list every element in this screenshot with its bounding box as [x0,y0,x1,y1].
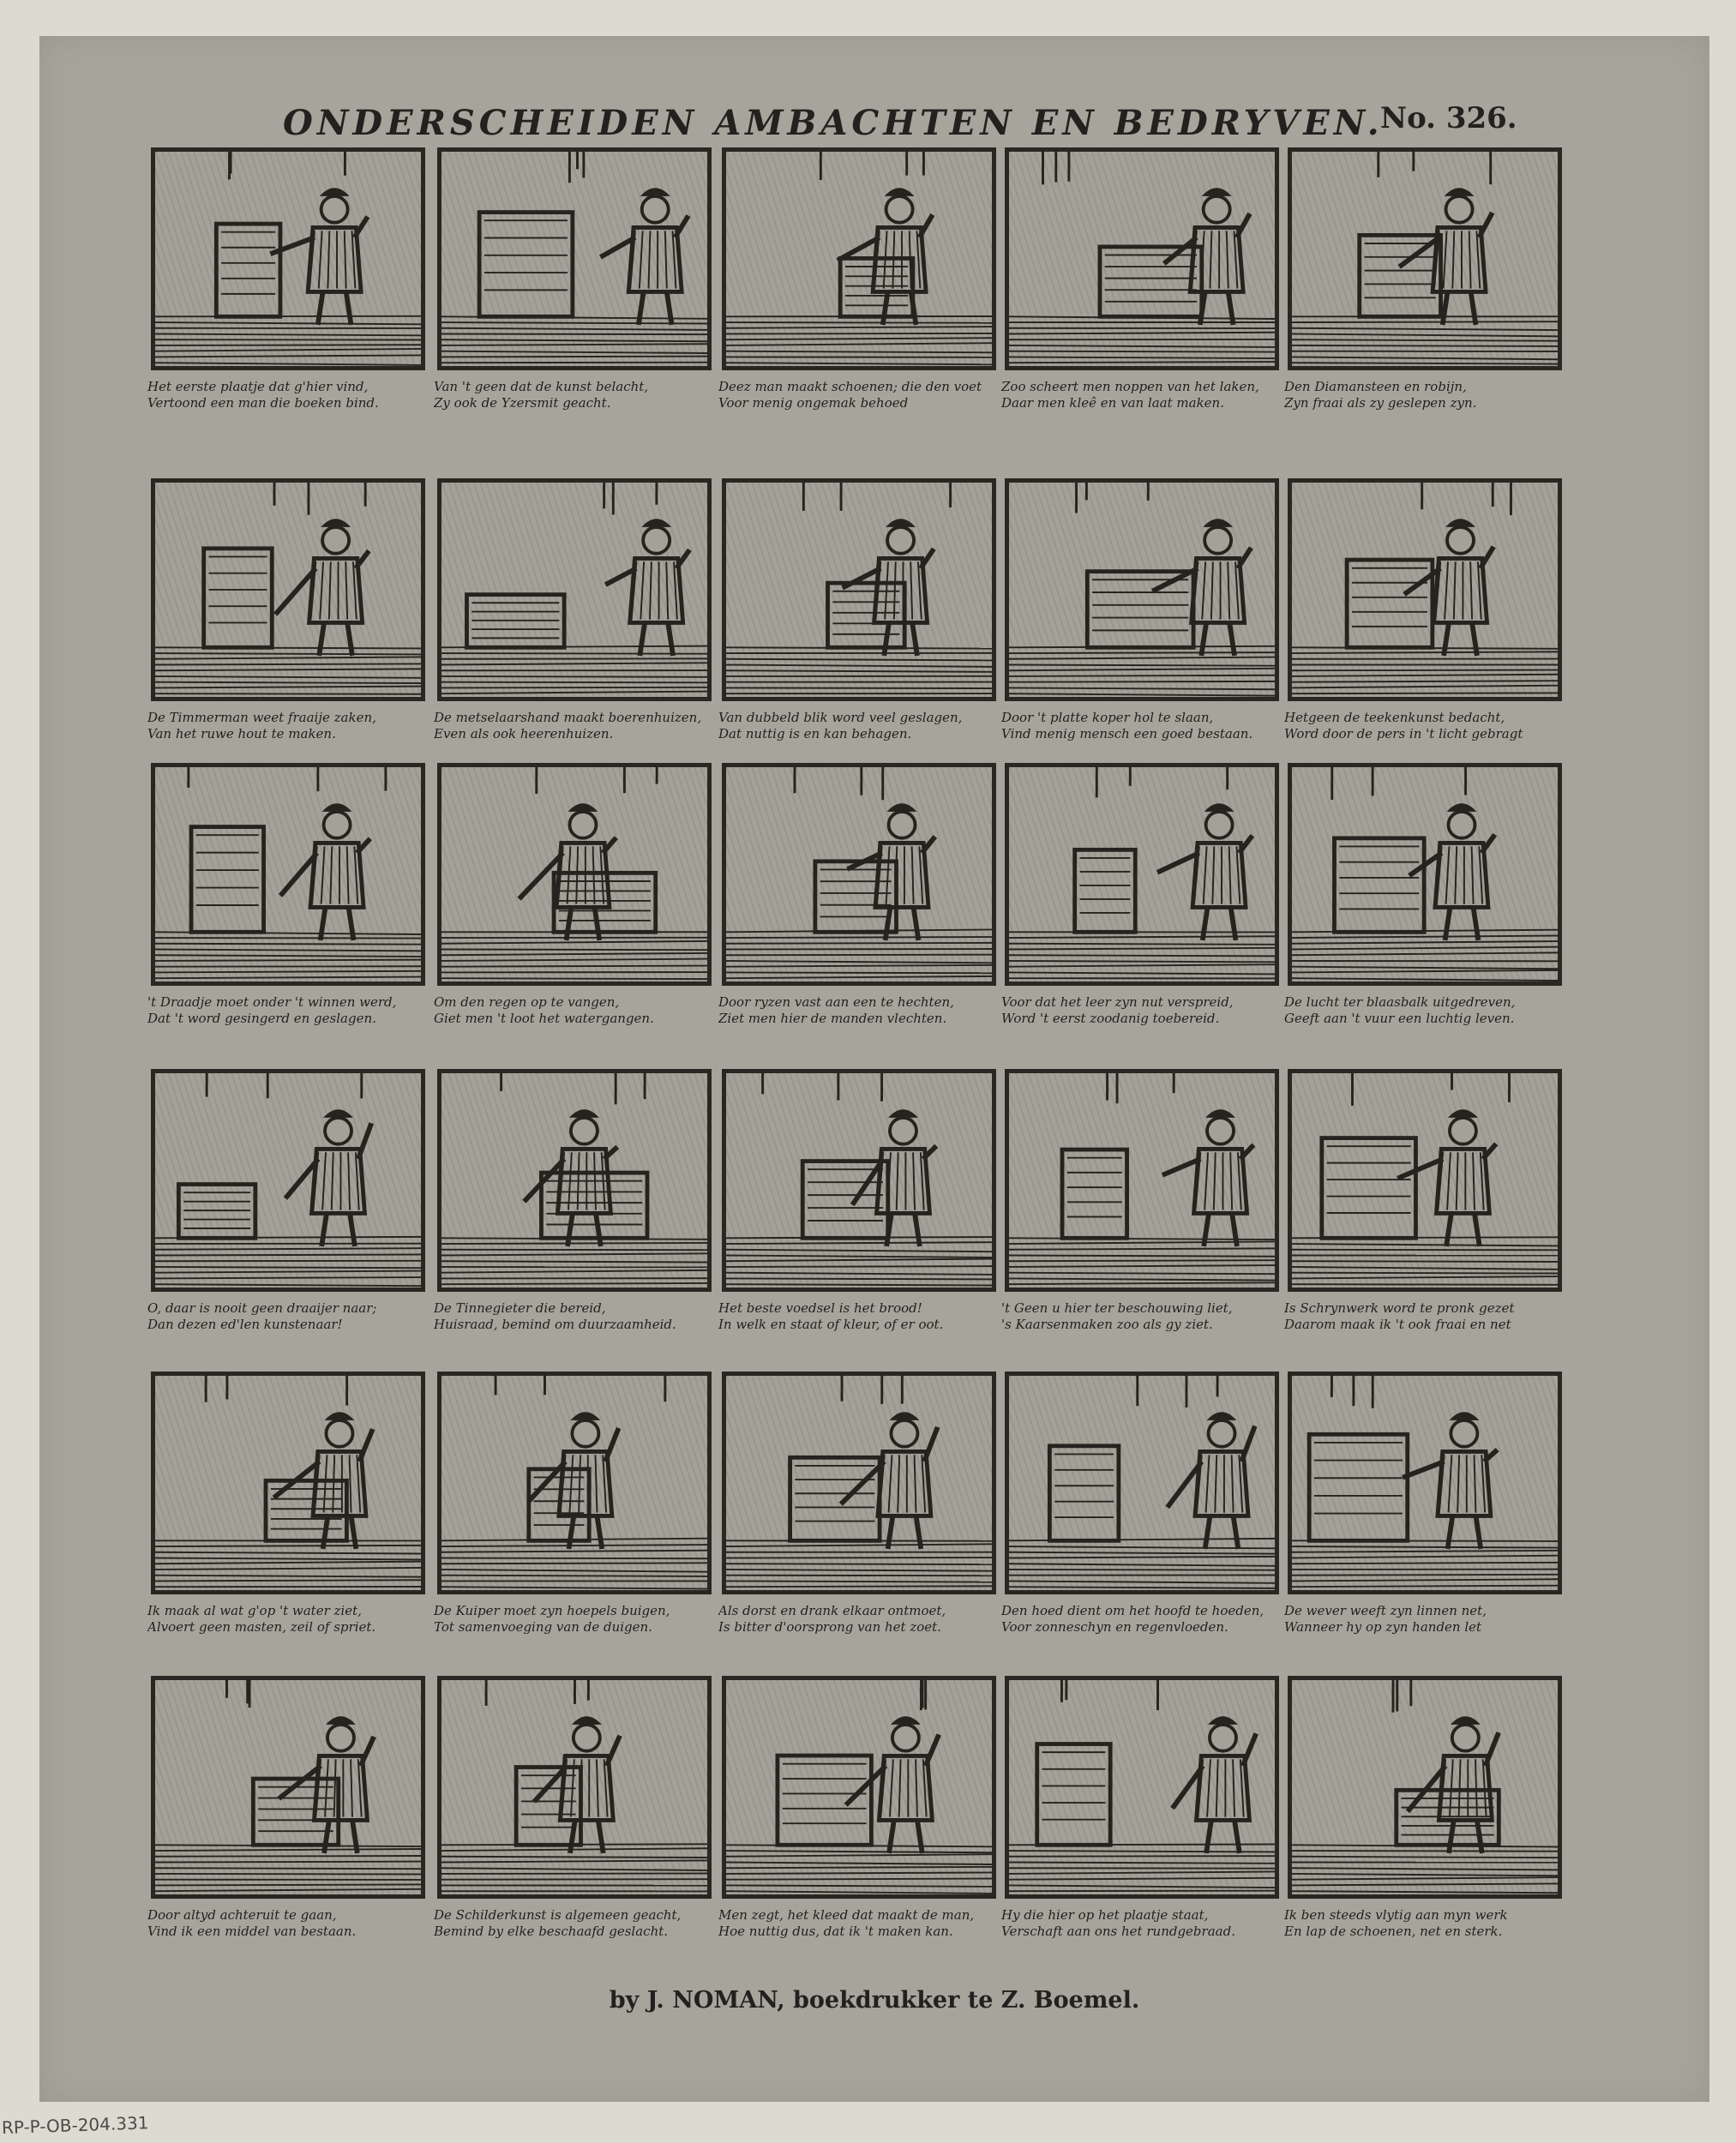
caption-blacksmith [434,379,717,411]
caption-coppersmith [1001,710,1284,742]
woodcut-shoemaker [722,147,996,370]
woodcut-bookbinder [151,147,425,370]
caption-tanner [1001,994,1284,1027]
caption-line: Dat 't word gesingerd en geslagen. [147,1011,376,1026]
cabinet-maker-illustration [1292,1073,1558,1288]
woodcut-turner [151,1069,425,1292]
caption-line: Van dubbeld blik word veel geslagen, [718,710,963,725]
candle-maker-illustration [1009,1073,1275,1288]
diamond-cutter-illustration [1292,152,1558,366]
caption-line: Van het ruwe hout te maken. [147,726,336,741]
shoemaker-illustration [726,152,992,366]
woodcut-weaver [1288,1372,1562,1594]
woodcut-gutter-maker [437,763,712,986]
caption-line: 't Draadje moet onder 't winnen werd, [147,994,397,1010]
caption-line: Vind ik een middel van bestaan. [147,1924,357,1939]
caption-painter [434,1907,717,1940]
caption-line: Verschaft aan ons het rundgebraad. [1001,1924,1235,1939]
caption-bellows-maker [1284,994,1567,1027]
woodcut-tanner [1005,763,1279,986]
caption-line: Huisraad, bemind om duurzaamheid. [434,1317,676,1332]
printer-illustration [1292,483,1558,697]
rope-maker-illustration [155,1680,421,1894]
caption-line: Den Diamansteen en robijn, [1284,379,1467,394]
caption-line: De Timmerman weet fraaije zaken, [147,710,376,725]
caption-line: Om den regen op te vangen, [434,994,620,1010]
woodcut-mason [437,478,712,701]
woodcut-basket-maker [722,763,996,986]
woodcut-cobbler [1288,1676,1562,1899]
caption-pewterer [434,1300,717,1333]
caption-line: Zy ook de Yzersmit geacht. [434,395,611,411]
caption-line: Alvoert geen masten, zeil of spriet. [147,1619,376,1635]
caption-line: 't Geen u hier ter beschouwing liet, [1001,1300,1233,1316]
caption-brewer [718,1603,1001,1636]
caption-line: Als dorst en drank elkaar ontmoet, [718,1603,946,1618]
cloth-shearer-illustration [1009,152,1275,366]
woodcut-printer [1288,478,1562,701]
caption-line: Het beste voedsel is het brood! [718,1300,922,1316]
caption-line: Bemind by elke beschaafd geslacht. [434,1924,669,1939]
cobbler-illustration [1292,1680,1558,1894]
caption-line: Den hoed dient om het hoofd te hoeden, [1001,1603,1264,1618]
woodcut-diamond-cutter [1288,147,1562,370]
woodcut-tailor [722,1676,996,1899]
caption-line: In welk en staat of kleur, of er oot. [718,1317,944,1332]
caption-tinsmith [718,710,1001,742]
caption-line: De wever weeft zyn linnen net, [1284,1603,1487,1618]
woodcut-candle-maker [1005,1069,1279,1292]
caption-candle-maker [1001,1300,1284,1333]
caption-cobbler [1284,1907,1567,1940]
caption-hatter [1001,1603,1284,1636]
caption-line: Is bitter d'oorsprong van het zoet. [718,1619,941,1635]
caption-line: De Tinnegieter die bereid, [434,1300,606,1316]
caption-line: De metselaarshand maakt boerenhuizen, [434,710,702,725]
woodcut-carpenter [151,478,425,701]
pewterer-illustration [442,1073,707,1288]
caption-line: En lap de schoenen, net en sterk. [1284,1924,1503,1939]
caption-weaver [1284,1603,1567,1636]
caption-line: Tot samenvoeging van de duigen. [434,1619,652,1635]
baker-illustration [726,1073,992,1288]
caption-line: Vind menig mensch een goed bestaan. [1001,726,1253,741]
woodcut-cabinet-maker [1288,1069,1562,1292]
caption-line: Voor zonneschyn en regenvloeden. [1001,1619,1228,1635]
shipwright-illustration [155,1376,421,1590]
wire-drawer-illustration [155,767,421,981]
blacksmith-illustration [442,152,707,366]
caption-line: Is Schrynwerk word te pronk gezet [1284,1300,1515,1316]
caption-line: Van 't geen dat de kunst belacht, [434,379,649,394]
caption-line: Vertoond een man die boeken bind. [147,395,379,411]
woodcut-blacksmith [437,147,712,370]
caption-gutter-maker [434,994,717,1027]
mason-illustration [442,483,707,697]
caption-line: Zoo scheert men noppen van het laken, [1001,379,1259,394]
caption-line: O, daar is nooit geen draaijer naar; [147,1300,377,1316]
woodcut-wire-drawer [151,763,425,986]
caption-line: Door 't platte koper hol te slaan, [1001,710,1214,725]
caption-basket-maker [718,994,1001,1027]
caption-line: De Schilderkunst is algemeen geacht, [434,1907,682,1923]
butcher-illustration [1009,1680,1275,1894]
hatter-illustration [1009,1376,1275,1590]
caption-line: Voor dat het leer zyn nut verspreid, [1001,994,1234,1010]
caption-shipwright [147,1603,430,1636]
caption-line: Ik maak al wat g'op 't water ziet, [147,1603,362,1618]
caption-wire-drawer [147,994,430,1027]
caption-cabinet-maker [1284,1300,1567,1333]
caption-line: Door altyd achteruit te gaan, [147,1907,337,1923]
woodcut-painter [437,1676,712,1899]
sheet-number: No. 326. [1380,101,1517,135]
woodcut-cooper [437,1372,712,1594]
woodcut-shipwright [151,1372,425,1594]
caption-bookbinder [147,379,430,411]
caption-tailor [718,1907,1001,1940]
caption-line: Hy die hier op het plaatje staat, [1001,1907,1209,1923]
woodcut-bellows-maker [1288,763,1562,986]
caption-line: Daarom maak ik 't ook fraai en net [1284,1317,1511,1332]
caption-line: De Kuiper moet zyn hoepels buigen, [434,1603,670,1618]
caption-line: De lucht ter blaasbalk uitgedreven, [1284,994,1516,1010]
woodcut-tinsmith [722,478,996,701]
caption-line: Door ryzen vast aan een te hechten, [718,994,954,1010]
printer-imprint: by J. NOMAN, boekdrukker te Z. Boemel. [609,1987,1140,2014]
caption-baker [718,1300,1001,1333]
caption-line: Zyn fraai als zy geslepen zyn. [1284,395,1477,411]
caption-line: Voor menig ongemak behoed [718,395,909,411]
gutter-maker-illustration [442,767,707,981]
turner-illustration [155,1073,421,1288]
brewer-illustration [726,1376,992,1590]
caption-line: 's Kaarsenmaken zoo als gy ziet. [1001,1317,1213,1332]
caption-mason [434,710,717,742]
caption-rope-maker [147,1907,430,1940]
basket-maker-illustration [726,767,992,981]
caption-line: Ik ben steeds vlytig aan myn werk [1284,1907,1508,1923]
caption-printer [1284,710,1567,742]
coppersmith-illustration [1009,483,1275,697]
woodcut-pewterer [437,1069,712,1292]
caption-line: Wanneer hy op zyn handen let [1284,1619,1482,1635]
caption-line: Daar men kleê en van laat maken. [1001,395,1224,411]
woodcut-cloth-shearer [1005,147,1279,370]
woodcut-coppersmith [1005,478,1279,701]
caption-cloth-shearer [1001,379,1284,411]
sheet-title: ONDERSCHEIDEN AMBACHTEN EN BEDRYVEN. [283,103,1384,143]
caption-line: Het eerste plaatje dat g'hier vind, [147,379,369,394]
caption-line: Men zegt, het kleed dat maakt de man, [718,1907,975,1923]
caption-line: Ziet men hier de manden vlechten. [718,1011,947,1026]
caption-line: Geeft aan 't vuur een luchtig leven. [1284,1011,1515,1026]
caption-line: Word 't eerst zoodanig toebereid. [1001,1011,1220,1026]
caption-carpenter [147,710,430,742]
caption-line: Dat nuttig is en kan behagen. [718,726,912,741]
bellows-maker-illustration [1292,767,1558,981]
painter-illustration [442,1680,707,1894]
caption-butcher [1001,1907,1284,1940]
caption-diamond-cutter [1284,379,1567,411]
caption-line: Hetgeen de teekenkunst bedacht, [1284,710,1505,725]
woodcut-brewer [722,1372,996,1594]
archive-inventory-mark: RP-P-OB-204.331 [1,2112,149,2139]
woodcut-baker [722,1069,996,1292]
tailor-illustration [726,1680,992,1894]
carpenter-illustration [155,483,421,697]
caption-line: Even als ook heerenhuizen. [434,726,614,741]
bookbinder-illustration [155,152,421,366]
woodcut-rope-maker [151,1676,425,1899]
caption-turner [147,1300,430,1333]
caption-line: Deez man maakt schoenen; die den voet [718,379,982,394]
woodcut-hatter [1005,1372,1279,1594]
caption-line: Hoe nuttig dus, dat ik 't maken kan. [718,1924,953,1939]
weaver-illustration [1292,1376,1558,1590]
tinsmith-illustration [726,483,992,697]
caption-line: Giet men 't loot het watergangen. [434,1011,654,1026]
tanner-illustration [1009,767,1275,981]
caption-line: Word door de pers in 't licht gebragt [1284,726,1523,741]
caption-line: Dan dezen ed'len kunstenaar! [147,1317,343,1332]
woodcut-butcher [1005,1676,1279,1899]
caption-shoemaker [718,379,1001,411]
cooper-illustration [442,1376,707,1590]
caption-cooper [434,1603,717,1636]
